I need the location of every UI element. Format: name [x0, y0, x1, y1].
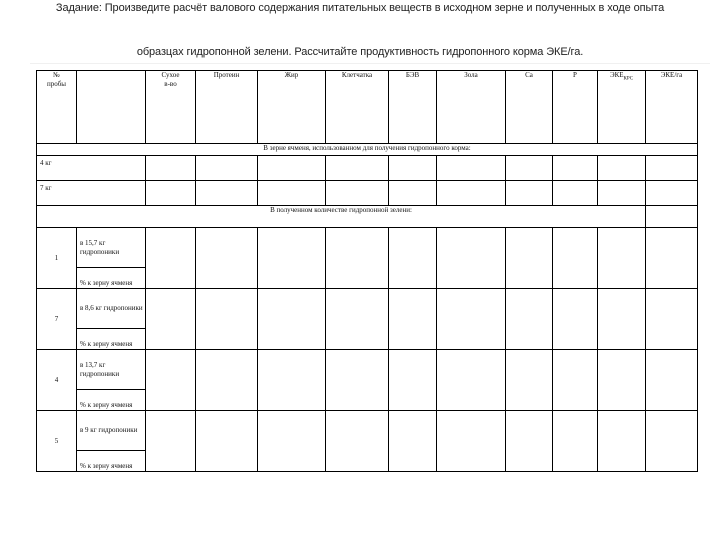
grain-row-label: 7 кг [37, 181, 146, 206]
cell-input[interactable] [646, 289, 698, 350]
cell-input[interactable] [646, 228, 698, 289]
sample-percent-label: % к зерну ячменя [77, 451, 146, 472]
cell-input[interactable] [389, 181, 437, 206]
section-title-green: В полученном количестве гидропонной зелени: [37, 206, 646, 228]
header-dry-matter: Сухое в-во [146, 71, 196, 144]
cell-input[interactable] [553, 181, 598, 206]
cell-input[interactable] [146, 350, 196, 411]
cell-input[interactable] [196, 289, 258, 350]
cell-input[interactable] [389, 289, 437, 350]
cell-input[interactable] [553, 156, 598, 181]
cell-input[interactable] [196, 411, 258, 472]
header-fat: Жир [258, 71, 326, 144]
cell-input[interactable] [326, 228, 389, 289]
cell-input[interactable] [646, 350, 698, 411]
sample-amount: в 8,6 кг гидропоники [77, 289, 146, 329]
cell-input[interactable] [389, 156, 437, 181]
sample-row [37, 289, 698, 329]
cell-input[interactable] [196, 228, 258, 289]
cell-input[interactable] [146, 228, 196, 289]
cell-input[interactable] [437, 228, 506, 289]
cell-input[interactable] [326, 350, 389, 411]
cell-input[interactable] [146, 156, 196, 181]
cell-input[interactable] [258, 156, 326, 181]
cell-input[interactable] [258, 181, 326, 206]
cell-input[interactable] [506, 411, 553, 472]
sample-number: 1 [37, 228, 77, 289]
cell-input[interactable] [326, 411, 389, 472]
cell-input[interactable] [646, 181, 698, 206]
cell-input[interactable] [598, 289, 646, 350]
sample-number: 5 [37, 411, 77, 472]
cell-input[interactable] [506, 350, 553, 411]
cell-input[interactable] [146, 289, 196, 350]
header-p: Р [553, 71, 598, 144]
cell-input[interactable] [389, 411, 437, 472]
cell-input[interactable] [196, 156, 258, 181]
sample-amount: в 13,7 кг гидропоники [77, 350, 146, 390]
sample-row [37, 411, 698, 451]
sample-percent-label: % к зерну ячменя [77, 268, 146, 289]
cell-input[interactable] [553, 228, 598, 289]
cell-input[interactable] [196, 350, 258, 411]
cell-input[interactable] [326, 156, 389, 181]
header-eke-per-ha: ЭКЕ/га [646, 71, 698, 144]
header-protein: Протеин [196, 71, 258, 144]
cell-input[interactable] [598, 156, 646, 181]
task-title-line-2: образцах гидропонной зелени. Рассчитайте продуктивность гидропонного корма ЭКЕ/га. [136, 46, 584, 58]
grain-row [37, 181, 698, 206]
cell-input[interactable] [437, 181, 506, 206]
grain-row [37, 156, 698, 181]
section-title-grain: В зерне ячменя, использованном для получения гидропонного корма: [37, 144, 698, 156]
cell-input[interactable] [437, 350, 506, 411]
sample-number: 7 [37, 289, 77, 350]
cell-input[interactable] [553, 411, 598, 472]
cell-input[interactable] [506, 156, 553, 181]
sample-amount: в 9 кг гидропоники [77, 411, 146, 451]
divider [30, 63, 710, 64]
sample-percent-label: % к зерну ячменя [77, 390, 146, 411]
grain-row-label: 4 кг [37, 156, 146, 181]
sample-percent-label: % к зерну ячменя [77, 329, 146, 350]
cell-input[interactable] [146, 411, 196, 472]
cell-input[interactable] [326, 181, 389, 206]
cell-input[interactable] [506, 181, 553, 206]
cell-input[interactable] [146, 181, 196, 206]
cell-input[interactable] [258, 411, 326, 472]
cell-input[interactable] [437, 156, 506, 181]
cell-input[interactable] [598, 350, 646, 411]
cell-input[interactable] [598, 181, 646, 206]
sample-row [37, 350, 698, 390]
cell-input[interactable] [646, 411, 698, 472]
cell-input[interactable] [553, 350, 598, 411]
cell-input[interactable] [326, 289, 389, 350]
header-ash: Зола [437, 71, 506, 144]
cell-input[interactable] [258, 228, 326, 289]
section-row-green [37, 206, 698, 228]
header-blank [77, 71, 146, 144]
cell-input[interactable] [646, 156, 698, 181]
header-row [37, 71, 698, 144]
sample-number: 4 [37, 350, 77, 411]
sample-amount: в 15,7 кг гидропоники [77, 228, 146, 268]
cell-input[interactable] [258, 289, 326, 350]
cell-input[interactable] [506, 228, 553, 289]
cell-input[interactable] [506, 289, 553, 350]
task-title-line-1: Задание: Произведите расчёт валового содержания питательных веществ в исходном зерне и полученных в ходе опыта [55, 2, 665, 14]
header-nfe: БЭВ [389, 71, 437, 144]
cell-input[interactable] [196, 181, 258, 206]
cell-input[interactable] [598, 411, 646, 472]
header-sample-no: № пробы [37, 71, 77, 144]
cell-input[interactable] [646, 206, 698, 228]
cell-input[interactable] [389, 350, 437, 411]
section-row-grain [37, 144, 698, 156]
header-fiber: Клетчатка [326, 71, 389, 144]
cell-input[interactable] [258, 350, 326, 411]
cell-input[interactable] [389, 228, 437, 289]
cell-input[interactable] [437, 289, 506, 350]
cell-input[interactable] [437, 411, 506, 472]
cell-input[interactable] [598, 228, 646, 289]
nutrient-table [36, 70, 698, 472]
header-eke: $ЭКЕ_{КРС}$ [598, 71, 646, 144]
sample-row [37, 228, 698, 268]
header-ca: Са [506, 71, 553, 144]
cell-input[interactable] [553, 289, 598, 350]
